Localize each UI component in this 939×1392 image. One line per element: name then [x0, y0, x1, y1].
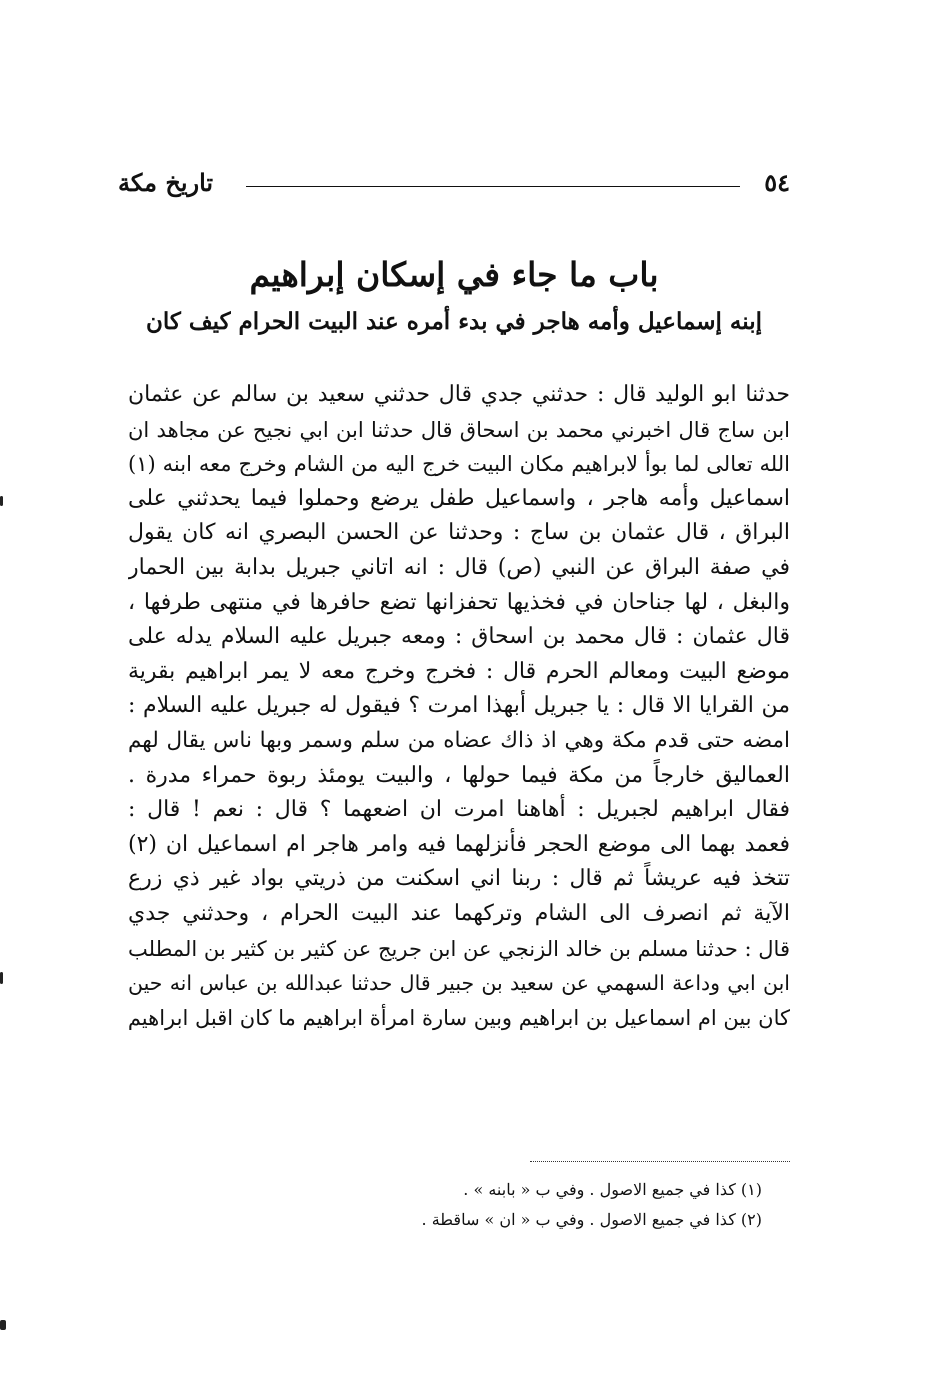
text-line: في صفة البراق عن النبي (ص) قال : انه اتاني جبريل بدابة بين الحمار	[128, 554, 790, 580]
text-line: والبغل ، لها جناحان في فخذيها تحفزانها تضع حافرها في منتهى طرفها ،	[128, 589, 790, 615]
text-line: حدثنا ابو الوليد قال : حدثني جدي قال حدثني سعيد بن سالم عن عثمان	[128, 382, 790, 407]
page-number: ٥٤	[764, 168, 790, 197]
chapter-title: باب ما جاء في إسكان إبراهيم	[249, 255, 659, 294]
text-line: البراق ، قال عثمان بن ساج : وحدثنا عن الحسن البصري انه كان يقول	[128, 520, 790, 546]
text-line: العماليق خارجاً من مكة فيما حولها ، والبيت يومئذ ربوة حمراء مدرة .	[128, 762, 790, 788]
body-text	[128, 378, 790, 1035]
footnote-1: (١) كذا في جميع الاصول . وفي ب « بابنه » .	[463, 1180, 762, 1199]
text-line: قال عثمان : قال محمد بن اسحاق : ومعه جبريل عليه السلام يدله على	[128, 624, 790, 650]
running-header	[118, 168, 790, 202]
text-line: امضه حتى قدم مكة وهي اذ ذاك عضاه من سلم وسمر وبها ناس يقال لهم	[128, 727, 790, 753]
text-line: موضع البيت ومعالم الحرم قال : فخرج وخرج معه لا يمر ابراهيم بقرية	[128, 658, 790, 684]
footnote-2: (٢) كذا في جميع الاصول . وفي ب « ان » ساقطة .	[421, 1210, 762, 1229]
footnote-separator	[530, 1161, 790, 1162]
text-line: فقال ابراهيم لجبريل : أهاهنا امرت ان اضعهما ؟ قال : نعم ! قال :	[128, 797, 790, 823]
text-line: فعمد بهما الى موضع الحجر فأنزلهما فيه وامر هاجر ام اسماعيل ان (٢)	[128, 831, 790, 857]
text-line: اسماعيل وأمه هاجر ، واسماعيل طفل يرضع وحملوا فيما يحدثني على	[128, 485, 790, 511]
chapter-subtitle: إبنه إسماعيل وأمه هاجر في بدء أمره عند البيت الحرام كيف كان	[145, 308, 762, 335]
text-line: الآية ثم انصرف الى الشام وتركهما عند البيت الحرام ، وحدثني جدي	[128, 900, 790, 926]
text-line: ابن ساج قال اخبرني محمد بن اسحاق قال حدثنا ابن ابي نجيح عن مجاهد ان	[128, 417, 790, 442]
text-line: قال : حدثنا مسلم بن خالد الزنجي عن ابن جريج عن كثير بن كثير بن المطلب	[128, 936, 790, 961]
text-line: ابن ابي وداعة السهمي عن سعيد بن جبير قال حدثنا عبدالله بن عباس انه حين	[128, 971, 790, 996]
header-rule	[246, 186, 740, 187]
text-line: الله تعالى لما بوأ لابراهيم مكان البيت خرج اليه من الشام وخرج معه ابنه (١)	[128, 452, 790, 477]
scan-edge-mark	[0, 496, 3, 506]
scan-edge-mark	[0, 1320, 6, 1330]
footnotes	[128, 1175, 762, 1235]
text-line: من القرايا الا قال : يا جبريل أبهذا امرت ؟ فيقول له جبريل عليه السلام :	[128, 693, 790, 719]
text-line: تتخذ فيه عريشاً ثم قال : ربنا اني اسكنت من ذريتي بواد غير ذي زرع	[128, 866, 790, 892]
book-title: تاريخ مكة	[118, 168, 214, 197]
text-line: كان بين ام اسماعيل بن ابراهيم وبين سارة امرأة ابراهيم ما كان اقبل ابراهيم	[128, 1005, 790, 1030]
scan-edge-mark	[0, 972, 3, 984]
